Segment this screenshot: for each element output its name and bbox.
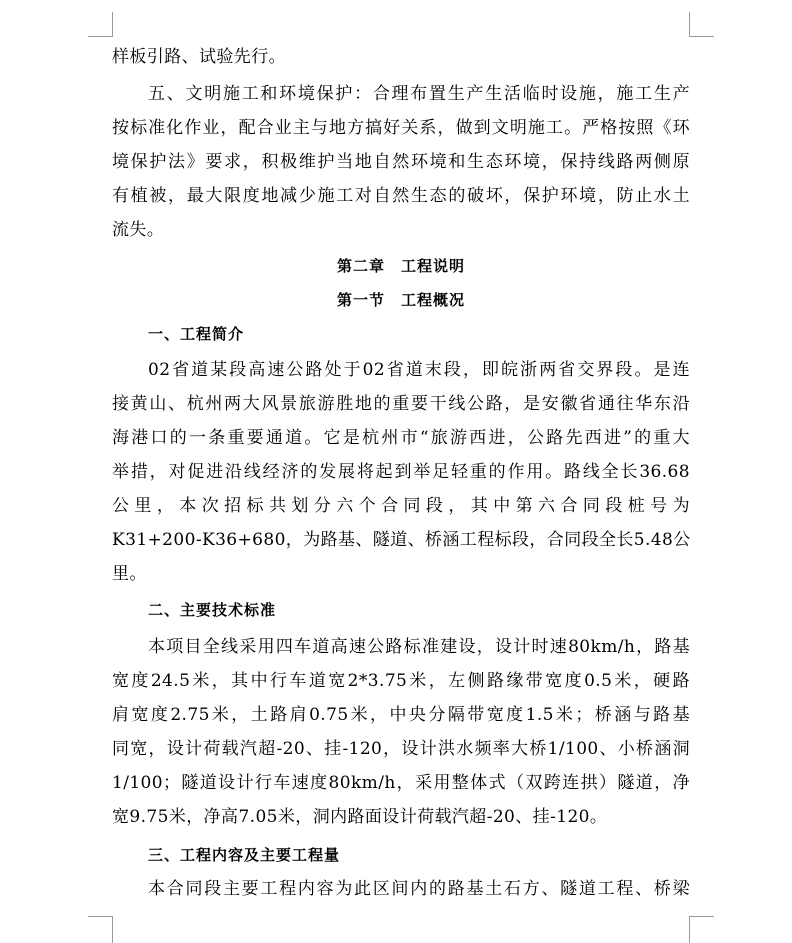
paragraph-line: 本合同段主要工程内容为此区间内的路基土石方、隧道工程、桥梁 <box>148 879 690 899</box>
crop-mark-top-right <box>689 12 714 37</box>
paragraph-line: 公里，本次招标共划分六个合同段，其中第六合同段桩号为 <box>112 496 690 516</box>
paragraph-line: 样板引路、试验先行。 <box>112 47 286 67</box>
subsection-heading: 二、主要技术标准 <box>148 601 277 619</box>
paragraph-line: 里。 <box>112 564 147 584</box>
paragraph-line: 同宽，设计荷载汽超-20、挂-120，设计洪水频率大桥1/100、小桥涵洞 <box>112 739 690 759</box>
paragraph-line: 本项目全线采用四车道高速公路标准建设，设计时速80km/h，路基 <box>148 637 690 657</box>
paragraph-line: 海港口的一条重要通道。它是杭州市“旅游西进，公路先西进”的重大 <box>112 428 690 448</box>
subsection-heading: 三、工程内容及主要工程量 <box>148 846 341 864</box>
paragraph-line: 02省道某段高速公路处于02省道末段，即皖浙两省交界段。是连 <box>148 360 690 380</box>
paragraph-line: 境保护法》要求，积极维护当地自然环境和生态环境，保持线路两侧原 <box>112 152 690 172</box>
crop-mark-top-left <box>88 12 113 37</box>
paragraph-line: 肩宽度2.75米，土路肩0.75米，中央分隔带宽度1.5米；桥涵与路基 <box>112 705 690 725</box>
paragraph-line: 五、文明施工和环境保护：合理布置生产生活临时设施，施工生产 <box>148 84 690 104</box>
paragraph-line: 宽度24.5米，其中行车道宽2*3.75米，左侧路缘带宽度0.5米，硬路 <box>112 671 690 691</box>
paragraph-line: 有植被，最大限度地减少施工对自然生态的破坏，保护环境，防止水土 <box>112 186 690 206</box>
paragraph-line: 宽9.75米，净高7.05米，洞内路面设计荷载汽超-20、挂-120。 <box>112 807 608 827</box>
paragraph-line: 流失。 <box>112 220 165 240</box>
paragraph-line: 接黄山、杭州两大风景旅游胜地的重要干线公路，是安徽省通往华东沿 <box>112 394 690 414</box>
paragraph-line: 1/100；隧道设计行车速度80km/h，采用整体式（双跨连拱）隧道，净 <box>112 773 690 793</box>
paragraph-line: 举措，对促进沿线经济的发展将起到举足轻重的作用。路线全长36.68 <box>112 462 690 482</box>
paragraph-line: 按标准化作业，配合业主与地方搞好关系，做到文明施工。严格按照《环 <box>112 118 690 138</box>
subsection-heading: 一、工程简介 <box>148 325 245 343</box>
paragraph-line: K31+200-K36+680，为路基、隧道、桥涵工程标段，合同段全长5.48公 <box>112 530 691 550</box>
chapter-heading: 第二章 工程说明 <box>336 257 465 275</box>
crop-mark-bottom-left <box>88 916 113 943</box>
section-heading: 第一节 工程概况 <box>336 291 465 309</box>
crop-mark-bottom-right <box>689 916 714 943</box>
